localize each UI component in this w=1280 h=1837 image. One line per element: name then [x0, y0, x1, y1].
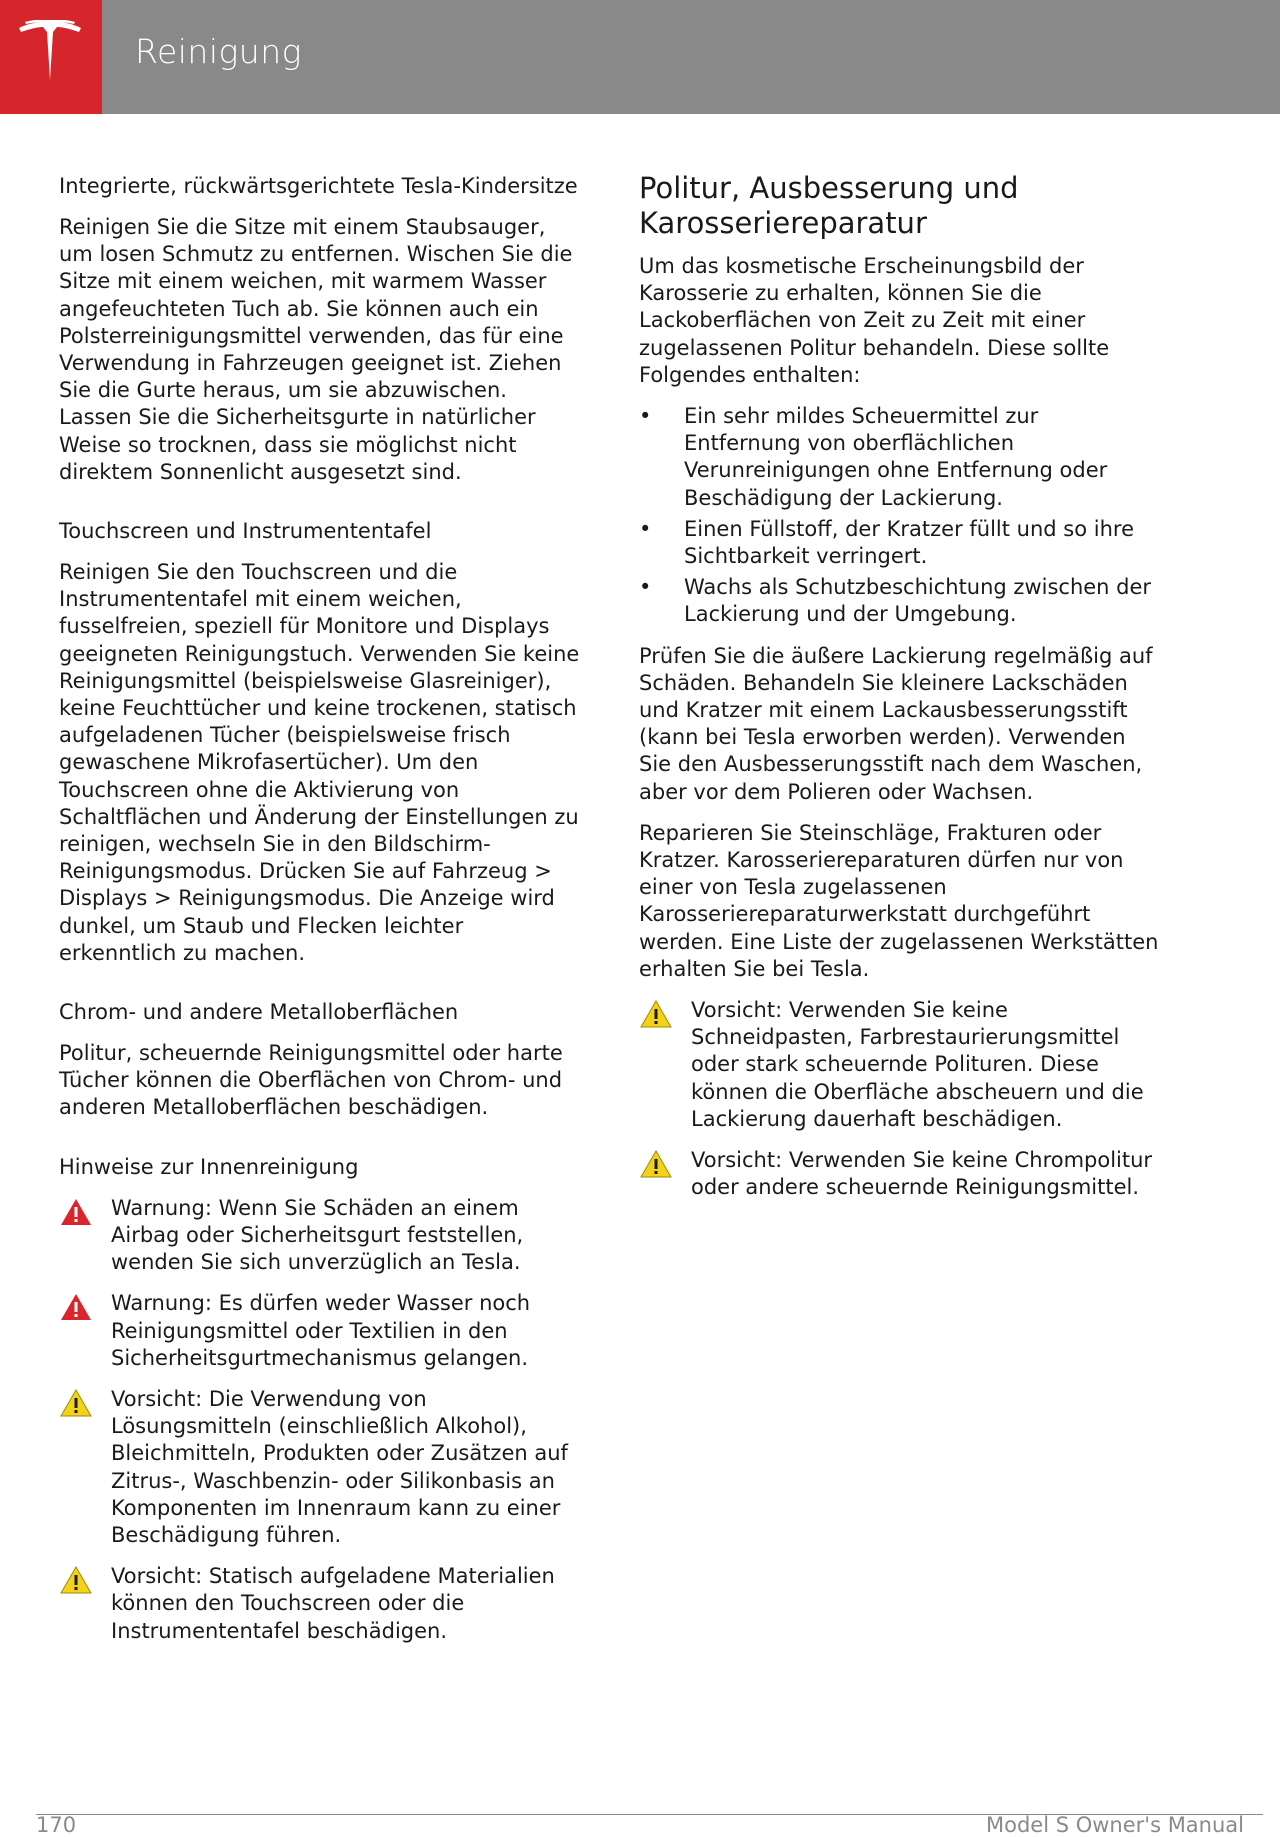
- left-column: [59, 173, 584, 1659]
- page-number: 170: [36, 1813, 77, 1837]
- list-item: • Einen Füllstoff, der Kratzer füllt und so ihre Sichtbarkeit verringert.: [639, 516, 1134, 569]
- paragraph-polish-intro: Um das kosmetische Erscheinungsbild der Karosserie zu erhalten, können Sie die Lackoberflächen von Zeit zu Zeit mit einer zugelassenen Politur behandeln. Diese sollte Folgendes enthalten:: [639, 254, 1110, 387]
- tesla-logo-icon: [17, 20, 83, 86]
- caution-notice: Vorsicht: Verwenden Sie keine Chrompolitur oder andere scheuernde Reinigungsmittel.: [639, 1147, 1159, 1201]
- paragraph-touchscreen: Reinigen Sie den Touchscreen und die Instrumententafel mit einem weichen, fusselfreien, speziell für Monitore und Displays geeigneten Reinigungstuch. Verwenden Sie keine Reinigungsmittel (beispielsweise Glasreiniger), keine Feuchttücher und keine trockenen, statisch aufgeladenen Tücher (beispielsweise frisch gewaschene Mikrofasertücher). Um den Touchscreen ohne die Aktivierung von Schaltflächen und Änderung der Einstellungen zu reinigen, wechseln Sie in den Bildschirm-Reinigungsmodus. Drücken Sie auf Fahrzeug > Displays > Reinigungsmodus. Die Anzeige wird dunkel, um Staub und Flecken leichter erkenntlich zu machen.: [59, 560, 580, 965]
- page-title: Reinigung: [135, 32, 302, 71]
- yellow-caution-triangle-icon: [640, 1000, 672, 1028]
- paragraph-chrome: Politur, scheuernde Reinigungsmittel oder harte Tücher können die Oberflächen von Chrom- und anderen Metalloberflächen beschädigen.: [59, 1041, 563, 1120]
- yellow-caution-triangle-icon: [60, 1389, 92, 1417]
- polish-bullet-list: [639, 403, 1159, 629]
- section-title-child-seats: Integrierte, rückwärtsgerichtete Tesla-Kindersitze: [59, 174, 578, 198]
- brand-logo-box: [0, 0, 102, 114]
- caution-notice: Vorsicht: Verwenden Sie keine Schneidpasten, Farbrestaurierungsmittel oder stark scheuernde Polituren. Diese können die Oberfläche abscheuern und die Lackierung dauerhaft beschädigen.: [639, 997, 1159, 1133]
- manual-name: Model S Owner's Manual: [986, 1813, 1244, 1837]
- yellow-caution-triangle-icon: [60, 1566, 92, 1594]
- section-heading-polish: Politur, Ausbesserung und Karosseriereparatur: [639, 171, 1019, 240]
- caution-notice: Vorsicht: Statisch aufgeladene Materialien können den Touchscreen oder die Instrumententafel beschädigen.: [59, 1563, 584, 1645]
- right-column: [639, 173, 1159, 1216]
- caution-notice: Vorsicht: Die Verwendung von Lösungsmitteln (einschließlich Alkohol), Bleichmitteln, Produkten oder Zusätzen auf Zitrus-, Waschbenzin- oder Silikonbasis an Komponenten im Innenraum kann zu einer Beschädigung führen.: [59, 1386, 584, 1549]
- warning-notice: Warnung: Es dürfen weder Wasser noch Reinigungsmittel oder Textilien in den Sicherheitsgurtmechanismus gelangen.: [59, 1290, 584, 1372]
- paragraph-child-seats: Reinigen Sie die Sitze mit einem Staubsauger, um losen Schmutz zu entfernen. Wischen Sie die Sitze mit einem weichen, mit warmem Wasser angefeuchteten Tuch ab. Sie können auch ein Polsterreinigungsmittel verwenden, das für eine Verwendung in Fahrzeugen geeignet ist. Ziehen Sie die Gurte heraus, um sie abzuwischen. Lassen Sie die Sicherheitsgurte in natürlicher Weise so trocknen, dass sie möglichst nicht direktem Sonnenlicht ausgesetzt sind.: [59, 215, 573, 484]
- bullet-icon: •: [639, 404, 652, 429]
- bullet-icon: •: [639, 516, 652, 541]
- paragraph-body-repair: Reparieren Sie Steinschläge, Frakturen oder Kratzer. Karosseriereparaturen dürfen nur von einer von Tesla zugelassenen Karosseriereparaturwerkstatt durchgeführt werden. Eine Liste der zugelassenen Werkstätten erhalten Sie bei Tesla.: [639, 820, 1159, 981]
- list-item: • Wachs als Schutzbeschichtung zwischen der Lackierung und der Umgebung.: [639, 575, 1152, 627]
- list-item: • Ein sehr mildes Scheuermittel zur Entfernung von oberflächlichen Verunreinigungen ohne Entfernung oder Beschädigung der Lackierung.: [639, 404, 1108, 510]
- section-title-interior-tips: Hinweise zur Innenreinigung: [59, 1154, 359, 1179]
- warning-notice: Warnung: Wenn Sie Schäden an einem Airbag oder Sicherheitsgurt feststellen, wenden Sie sich unverzüglich an Tesla.: [59, 1195, 584, 1277]
- red-warning-triangle-icon: [60, 1293, 92, 1321]
- red-warning-triangle-icon: [60, 1198, 92, 1226]
- yellow-caution-triangle-icon: [640, 1150, 672, 1178]
- section-title-chrome: Chrom- und andere Metalloberflächen: [59, 1000, 459, 1025]
- page-header: [0, 0, 1280, 114]
- bullet-icon: •: [639, 575, 652, 600]
- section-title-touchscreen: Touchscreen und Instrumententafel: [59, 519, 432, 544]
- paragraph-paint-check: Prüfen Sie die äußere Lackierung regelmäßig auf Schäden. Behandeln Sie kleinere Lackschäden und Kratzer mit einem Lackausbesserungsstift (kann bei Tesla erworben werden). Verwenden Sie den Ausbesserungsstift nach dem Waschen, aber vor dem Polieren oder Wachsen.: [639, 643, 1153, 804]
